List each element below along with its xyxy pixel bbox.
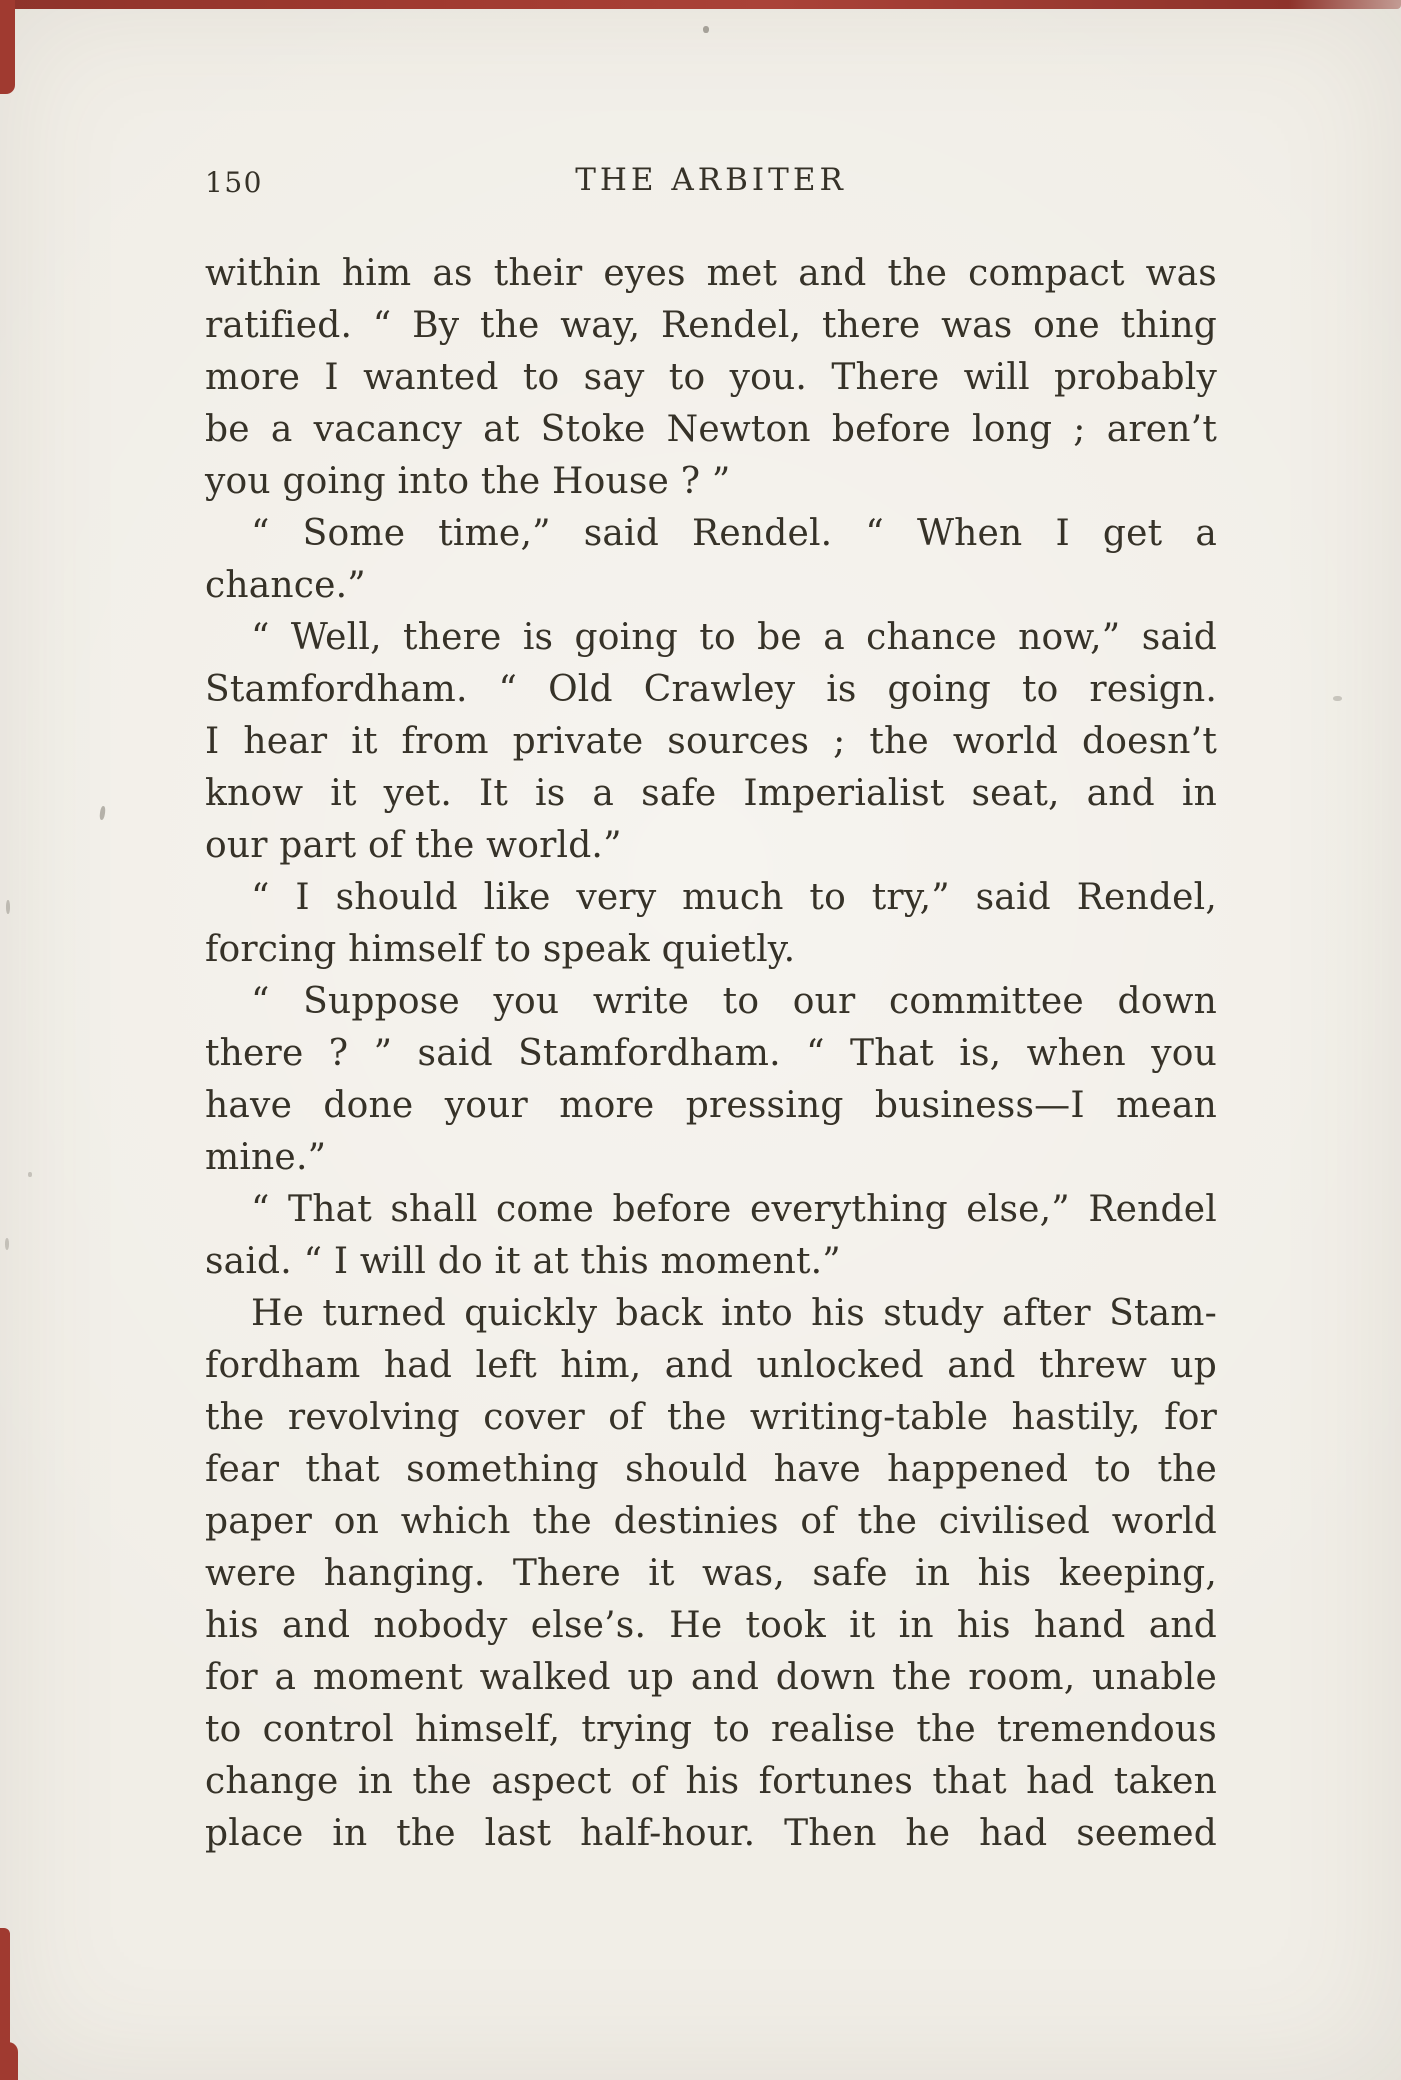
text-line: fear that something should have happened to the: [205, 1449, 1217, 1490]
text-line: said. “ I will do it at this moment.”: [205, 1241, 841, 1282]
text-line: “ That shall come before everything else,” Rendel: [251, 1189, 1217, 1230]
scan-speck: [6, 900, 10, 914]
text-line: our part of the world.”: [205, 825, 622, 866]
paragraph: [205, 872, 1217, 976]
text-line: for a moment walked up and down the room, unable: [205, 1657, 1217, 1698]
body-text: [205, 248, 1217, 1860]
paragraph: [205, 248, 1217, 508]
text-line: within him as their eyes met and the compact was: [205, 253, 1217, 294]
text-line: the revolving cover of the writing-table hastily, for: [205, 1397, 1217, 1438]
text-line: change in the aspect of his fortunes that had taken: [205, 1761, 1217, 1802]
text-line: Stamfordham. “ Old Crawley is going to resign.: [205, 669, 1217, 710]
text-line: forcing himself to speak quietly.: [205, 929, 796, 970]
book-edge-left-top: [0, 0, 15, 94]
text-line: place in the last half-hour. Then he had seemed: [205, 1813, 1217, 1854]
text-line: there ? ” said Stamfordham. “ That is, when you: [205, 1033, 1217, 1074]
paragraph: [205, 1288, 1217, 1860]
text-line: “ Some time,” said Rendel. “ When I get a: [251, 513, 1217, 554]
text-line: have done your more pressing business—I mean: [205, 1085, 1217, 1126]
page-number: 150: [205, 166, 263, 199]
text-line: paper on which the destinies of the civilised world: [205, 1501, 1217, 1542]
scan-speck: [99, 806, 106, 821]
text-line: more I wanted to say to you. There will probably: [205, 357, 1217, 398]
scan-speck: [28, 1172, 32, 1177]
text-line: He turned quickly back into his study after Stam-: [251, 1293, 1217, 1334]
book-edge-bottom-corner: [0, 2042, 18, 2080]
text-line: you going into the House ? ”: [205, 461, 731, 502]
text-line: know it yet. It is a safe Imperialist seat, and in: [205, 773, 1217, 814]
text-line: I hear it from private sources ; the world doesn’t: [205, 721, 1217, 762]
page-header: [205, 160, 1217, 206]
book-edge-top: [0, 0, 1401, 9]
text-line: mine.”: [205, 1137, 327, 1178]
paragraph: [205, 1184, 1217, 1288]
text-line: to control himself, trying to realise the tremendous: [205, 1709, 1217, 1750]
text-line: were hanging. There it was, safe in his keeping,: [205, 1553, 1217, 1594]
text-line: chance.”: [205, 565, 366, 606]
scan-speck: [703, 26, 709, 33]
paragraph: [205, 508, 1217, 612]
text-line: fordham had left him, and unlocked and threw up: [205, 1345, 1217, 1386]
running-title: THE ARBITER: [575, 162, 847, 198]
text-line: ratified. “ By the way, Rendel, there was one thing: [205, 305, 1217, 346]
text-line: “ I should like very much to try,” said Rendel,: [251, 877, 1217, 918]
scan-speck: [1333, 696, 1342, 701]
paragraph: [205, 612, 1217, 872]
text-line: be a vacancy at Stoke Newton before long ; aren’t: [205, 409, 1217, 450]
paragraph: [205, 976, 1217, 1184]
text-line: “ Suppose you write to our committee down: [251, 981, 1217, 1022]
text-line: “ Well, there is going to be a chance now,” said: [251, 617, 1217, 658]
text-line: his and nobody else’s. He took it in his hand and: [205, 1605, 1217, 1646]
scan-speck: [5, 1238, 9, 1250]
